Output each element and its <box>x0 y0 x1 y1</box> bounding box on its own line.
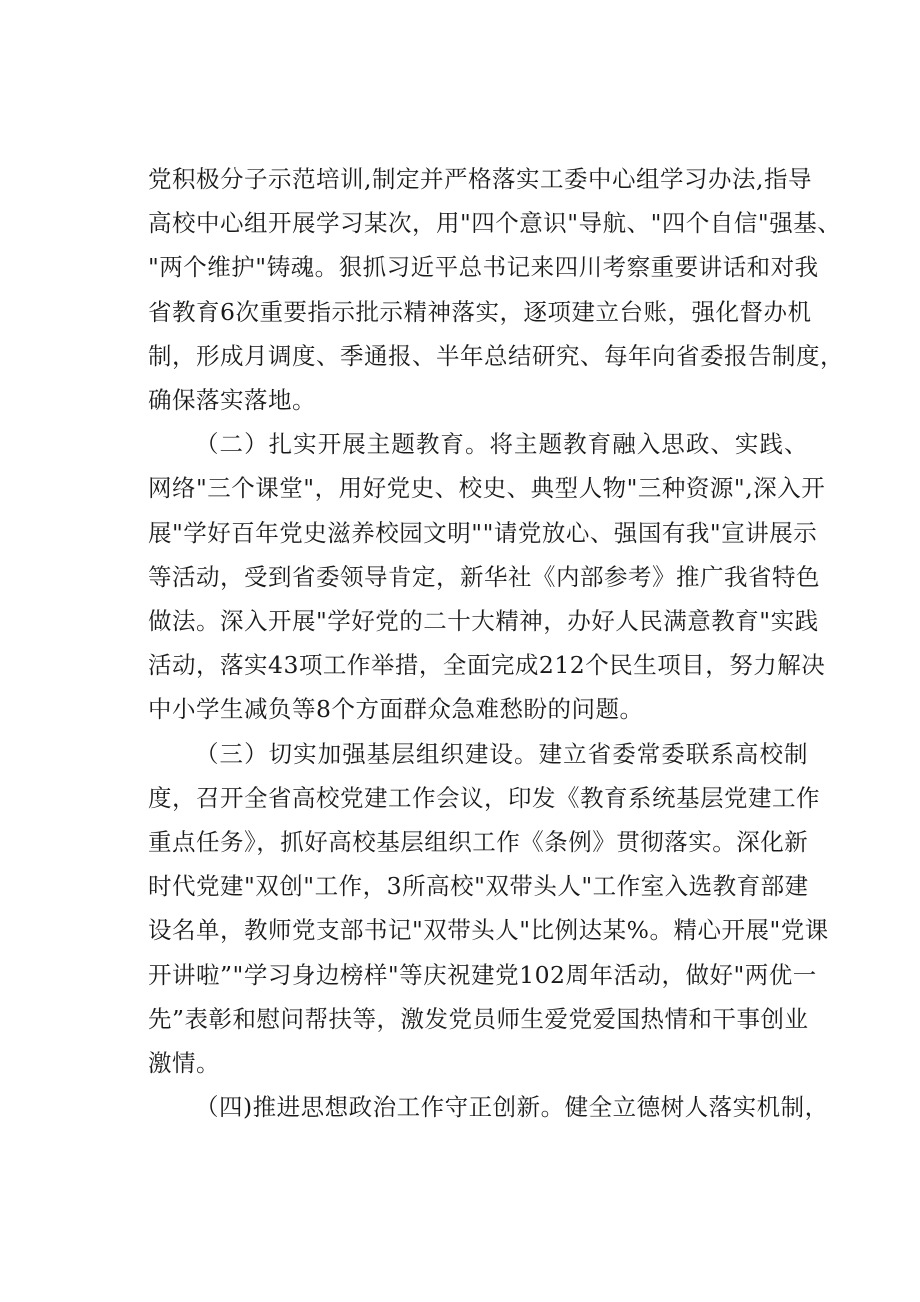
paragraph-ideological-work <box>148 1085 829 1129</box>
text-line: 时代党建"双创"工作，3所高校"双带头人"工作室入选教育部建 <box>148 872 809 901</box>
text-line: 先”表彰和慰问帮扶等，激发党员师生爱党爱国热情和干事创业 <box>148 1004 809 1033</box>
text-line: 制，形成月调度、季通报、半年总结研究、每年向省委报告制度， <box>148 341 844 370</box>
text-line: 激情。 <box>148 1049 220 1078</box>
paragraph-grassroots-organization <box>148 732 829 1086</box>
section-heading-line: （三）切实加强基层组织建设。建立省委常委联系高校制 <box>195 739 808 768</box>
paragraph-theme-education <box>148 422 826 731</box>
text-line: 重点任务》，抓好高校基层组织工作《条例》贯彻落实。深化新 <box>148 828 809 857</box>
text-line: 度，召开全省高校党建工作会议，印发《教育系统基层党建工作 <box>148 783 820 812</box>
text-line: 设名单，教师党支部书记"双带头人"比例达某%。精心开展"党课 <box>148 916 829 945</box>
text-line: 确保落实落地。 <box>148 386 316 415</box>
paragraph-continuation <box>148 157 844 422</box>
text-line: 展"学好百年党史滋养校园文明""请党放心、强国有我"宣讲展示 <box>148 518 818 547</box>
text-line: 党积极分子示范培训,制定并严格落实工委中心组学习办法,指导 <box>148 165 812 193</box>
text-line: 省教育6次重要指示批示精神落实，逐项建立台账，强化督办机 <box>148 297 812 326</box>
document-body <box>148 157 844 1129</box>
section-heading-line: （四)推进思想政治工作守正创新。健全立德树人落实机制， <box>195 1093 829 1122</box>
text-line: 开讲啦”"学习身边榜样"等庆祝建党102周年活动，做好"两优一 <box>148 960 817 989</box>
text-line: 活动，落实43项工作举措，全面完成212个民生项目，努力解决 <box>148 651 826 680</box>
text-line: 网络"三个课堂"，用好党史、校史、典型人物"三种资源",深入开 <box>148 474 826 503</box>
text-line: "两个维护"铸魂。狠抓习近平总书记来四川考察重要讲话和对我 <box>148 253 819 282</box>
text-line: 高校中心组开展学习某次，用"四个意识"导航、"四个自信"强基、 <box>148 209 842 238</box>
text-line: 做法。深入开展"学好党的二十大精神，办好人民满意教育"实践 <box>148 607 819 636</box>
text-line: 中小学生减负等8个方面群众急难愁盼的问题。 <box>148 695 644 724</box>
section-heading-line: （二）扎实开展主题教育。将主题教育融入思政、实践、 <box>195 430 808 459</box>
text-line: 等活动，受到省委领导肯定，新华社《内部参考》推广我省特色 <box>148 562 820 591</box>
